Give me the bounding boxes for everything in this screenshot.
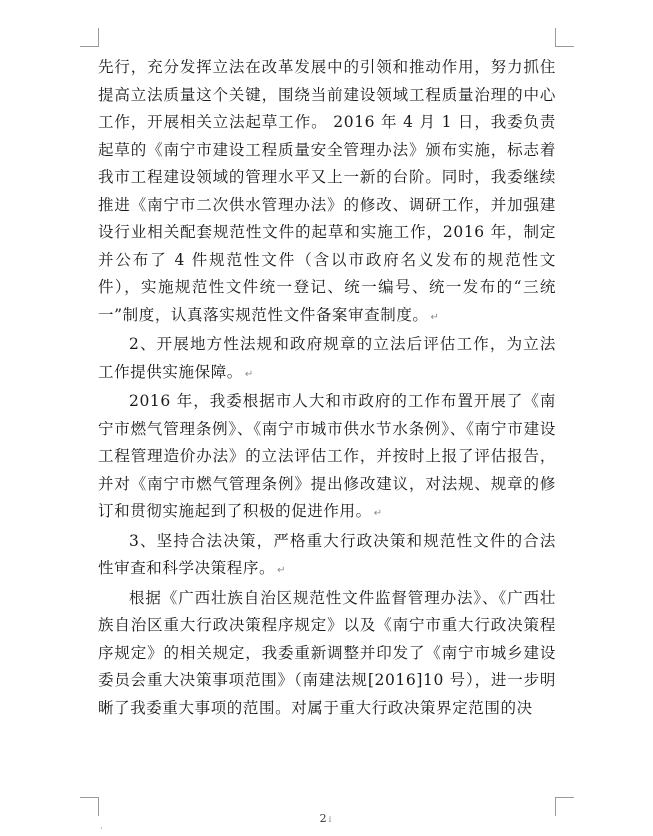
edge-mark-icon: ·	[100, 824, 103, 834]
paragraph-heading-3	[98, 528, 556, 585]
crop-mark-top-right	[555, 28, 574, 47]
paragraph-text: 2016 年，我委根据市人大和市政府的工作布置开展了《南宁市燃气管理条例》、《南宁市城市供水节水条例》、《南宁市建设工程管理造价办法》的立法评估工作，并按时上报了评估报告，并对《南宁市燃气管理条例》提出修改建议，对法规、规章的修订和贯彻实施起到了积极的促进作用。	[98, 392, 556, 520]
paragraph-mark-icon: ↵	[373, 508, 383, 519]
paragraph-text: 2、开展地方性法规和政府规章的立法后评估工作，为立法工作提供实施保障。	[98, 335, 556, 381]
crop-mark-top-left	[80, 28, 99, 47]
paragraph-evaluation	[98, 388, 556, 528]
document-body	[98, 54, 556, 722]
page-number-value: 2	[319, 812, 327, 825]
paragraph-continuation	[98, 54, 556, 331]
paragraph-text: 3、坚持合法决策，严格重大行政决策和规范性文件的合法性审查和科学决策程序。	[98, 531, 556, 577]
paragraph-text: 根据《广西壮族自治区规范性文件监督管理办法》、《广西壮族自治区重大行政决策程序规定》以及《南宁市重大行政决策程序规定》的相关规定，我委重新调整并印发了《南宁市城乡建设委员会重大决策事项范围》（南建法规[2016]10 号），进一步明晰了我委重大事项的范围。对属于重大行政决策界定范围的决	[98, 588, 556, 717]
page-number	[0, 812, 653, 825]
page-number-mark-icon: ↓	[326, 815, 334, 824]
paragraph-mark-icon: ↵	[430, 311, 440, 323]
paragraph-regulations	[98, 585, 556, 723]
paragraph-mark-icon: ↵	[244, 368, 254, 380]
paragraph-heading-2	[98, 331, 556, 388]
paragraph-text: 先行，充分发挥立法在改革发展中的引领和推动作用，努力抓住提高立法质量这个关键，围绕当前建设领域工程质量治理的中心工作，开展相关立法起草工作。 2016 年 4 月 1 日，我委负责起草的《南宁市建设工程质量安全管理办法》颁布实施，标志着我市工程建设领域的管理水平又上一新的台阶。同时，我委继续推进《南宁市二次供水管理办法》的修改、调研工作，并加强建设行业相关配套规范性文件的起草和实施工作，2016 年，制定并公布了 4 件规范性文件（含以市政府名义发布的规范性文件），实施规范性文件统一登记、统一编号、统一发布的“三统一”制度，认真落实规范性文件备案审查制度。	[98, 58, 556, 324]
paragraph-mark-icon: ↵	[277, 565, 287, 576]
